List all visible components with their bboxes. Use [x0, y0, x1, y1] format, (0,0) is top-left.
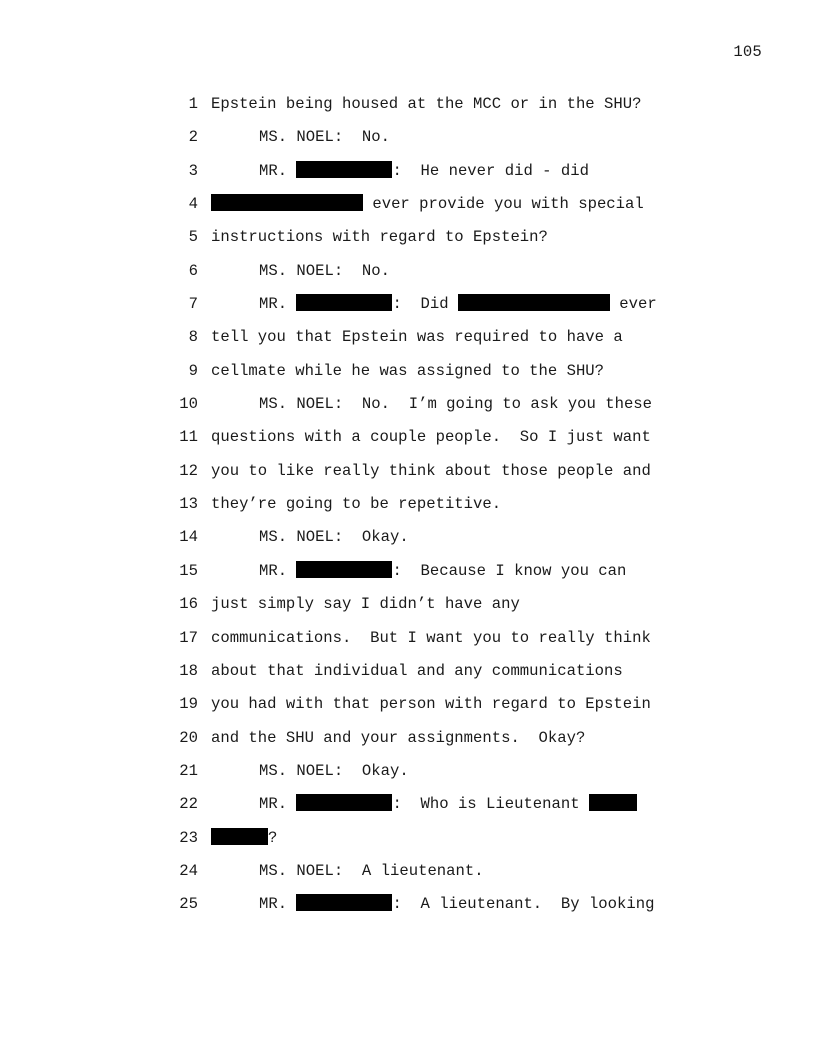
redaction-box: [589, 794, 637, 811]
line-text: MS. NOEL: A lieutenant.: [259, 861, 484, 880]
transcript-line: [0, 892, 816, 925]
line-text: Epstein being housed at the MCC or in the SHU?: [211, 95, 642, 113]
line-number: 19: [179, 695, 198, 714]
line-number: 18: [179, 661, 198, 680]
speaker-label: MR.: [259, 161, 288, 180]
transcript-line: [0, 259, 816, 292]
line-number: 3: [188, 161, 198, 180]
line-text: tell you that Epstein was required to have a: [211, 328, 623, 347]
transcript-line: [0, 592, 816, 625]
redaction-box: [296, 294, 392, 311]
speaker-label: MR.: [259, 561, 288, 580]
line-text: about that individual and any communications: [211, 661, 623, 680]
speech-text: : Because I know you can: [392, 561, 627, 580]
transcript-line: [0, 659, 816, 692]
redaction-box: [296, 161, 392, 178]
transcript-line: [0, 826, 816, 859]
line-text: they’re going to be repetitive.: [211, 495, 502, 514]
transcript-line: [0, 626, 816, 659]
transcript-line: [0, 492, 816, 525]
line-text: instructions with regard to Epstein?: [211, 228, 548, 247]
transcript-line: [0, 859, 816, 892]
transcript-line: [0, 525, 816, 558]
redaction-box: [296, 894, 392, 911]
speech-text: : Did: [392, 295, 458, 314]
speaker-label: MR.: [259, 895, 288, 914]
redaction-box: [296, 794, 392, 811]
line-text: [211, 192, 644, 216]
transcript-line: [0, 792, 816, 825]
transcript-body: [0, 92, 816, 926]
line-text: questions with a couple people. So I just want: [211, 428, 651, 447]
line-number: 23: [179, 828, 198, 847]
speech-text: : Who is Lieutenant: [392, 795, 589, 814]
transcript-line: [0, 692, 816, 725]
line-text: MS. NOEL: Okay.: [259, 528, 409, 547]
transcript-line: [0, 425, 816, 458]
line-number: 17: [179, 628, 198, 647]
line-number: 2: [188, 128, 198, 147]
speech-text: : A lieutenant. By looking: [392, 895, 655, 914]
line-number: 6: [188, 261, 198, 280]
line-number: 5: [188, 228, 198, 247]
transcript-line: [0, 125, 816, 158]
transcript-line: [0, 559, 816, 592]
line-text: MS. NOEL: No.: [259, 261, 391, 280]
line-text: [259, 892, 654, 916]
speech-text: ?: [268, 828, 278, 847]
line-number: 8: [188, 328, 198, 347]
transcript-line: [0, 292, 816, 325]
line-text: [259, 792, 637, 816]
line-text: cellmate while he was assigned to the SHU?: [211, 361, 605, 380]
redaction-box: [458, 294, 610, 311]
line-text: MS. NOEL: Okay.: [259, 761, 409, 780]
line-number: 4: [188, 195, 198, 214]
line-text: [259, 559, 626, 583]
speech-text: ever: [609, 295, 657, 314]
line-text: [211, 826, 277, 850]
line-text: communications. But I want you to really think: [211, 628, 651, 647]
speaker-label: MR.: [259, 295, 288, 314]
line-number: 14: [179, 528, 198, 547]
redaction-box: [296, 561, 392, 578]
line-text: you had with that person with regard to Epstein: [211, 695, 651, 714]
line-number: 21: [179, 761, 198, 780]
line-number: 24: [179, 861, 198, 880]
transcript-line: [0, 92, 816, 125]
line-text: [259, 292, 657, 316]
line-text: [259, 159, 589, 183]
speech-text: ever provide you with special: [363, 195, 644, 214]
line-text: and the SHU and your assignments. Okay?: [211, 728, 586, 747]
line-number: 20: [179, 728, 198, 747]
line-text: just simply say I didn’t have any: [211, 595, 520, 614]
transcript-line: [0, 392, 816, 425]
line-number: 22: [179, 795, 198, 814]
redaction-box: [211, 194, 363, 211]
speech-text: : He never did - did: [392, 161, 589, 180]
transcript-line: [0, 459, 816, 492]
line-number: 25: [179, 895, 198, 914]
line-number: 13: [179, 495, 198, 514]
redaction-box: [211, 828, 268, 845]
transcript-line: [0, 159, 816, 192]
transcript-line: [0, 359, 816, 392]
speaker-label: MR.: [259, 795, 288, 814]
line-number: 15: [179, 561, 198, 580]
line-number: 11: [179, 428, 198, 447]
page-number: 105: [733, 43, 762, 61]
line-text: MS. NOEL: No.: [259, 128, 391, 147]
line-number: 12: [179, 461, 198, 480]
transcript-line: [0, 325, 816, 358]
transcript-line: [0, 759, 816, 792]
transcript-line: [0, 225, 816, 258]
line-number: 9: [188, 361, 198, 380]
line-text: you to like really think about those people and: [211, 461, 651, 480]
transcript-line: [0, 192, 816, 225]
line-number: 1: [188, 95, 198, 113]
transcript-line: [0, 726, 816, 759]
line-number: 7: [188, 295, 198, 314]
line-number: 16: [179, 595, 198, 614]
line-text: MS. NOEL: No. I’m going to ask you these: [259, 395, 653, 414]
line-number: 10: [179, 395, 198, 414]
